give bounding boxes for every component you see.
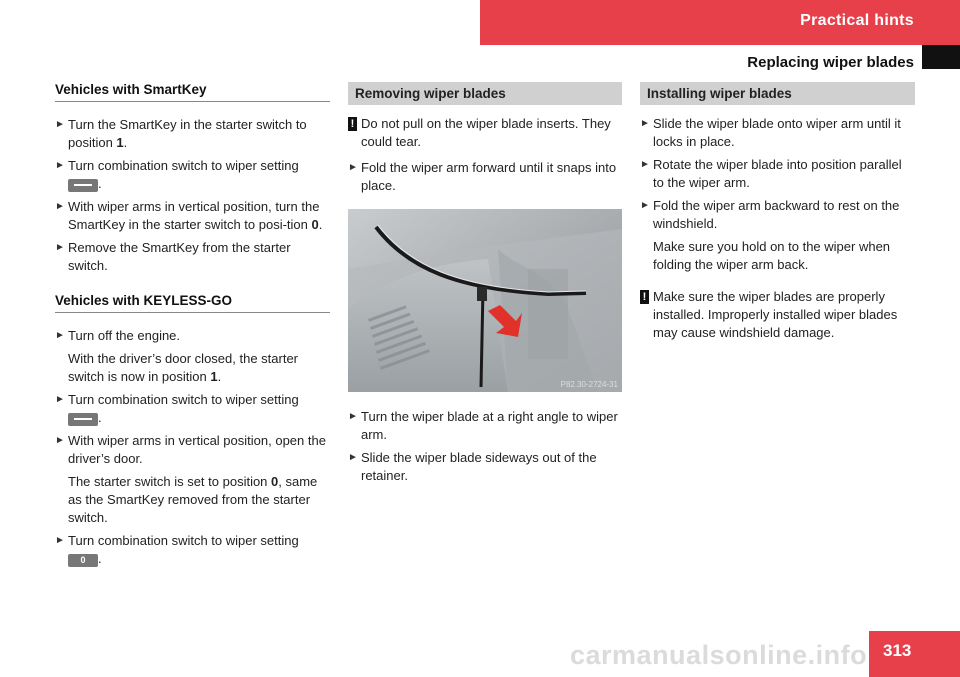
arrow-bullet-icon: ► — [55, 435, 65, 446]
page-subtitle: Replacing wiper blades — [747, 54, 914, 71]
note-text: Make sure you hold on to the wiper when folding the wiper arm back. — [653, 239, 891, 272]
list-item: ► Turn the wiper blade at a right angle to wiper arm. — [348, 409, 618, 442]
arrow-bullet-icon: ► — [55, 535, 65, 546]
list-item: ► Fold the wiper arm backward to rest on the windshield. — [640, 198, 900, 231]
arrow-bullet-icon: ► — [640, 118, 650, 129]
wiper-photo — [348, 209, 622, 392]
list-item: ► Turn combination switch to wiper setting . — [55, 158, 299, 191]
header-marker — [922, 45, 960, 69]
warning-note: ! Make sure the wiper blades are properly installed. Improperly installed wiper blades may cause windshield damage. — [640, 288, 915, 342]
column-middle — [348, 82, 622, 490]
list-item: ► With wiper arms in vertical position, open the driver’s door. — [55, 433, 326, 466]
list-item: ► Turn the SmartKey in the starter switch to position 1. — [55, 117, 307, 150]
wiper-setting-off-icon — [68, 413, 98, 426]
list-item: ► Turn combination switch to wiper setting 0 . — [55, 533, 299, 566]
list-item: ► Fold the wiper arm forward until it snaps into place. — [348, 160, 617, 193]
arrow-bullet-icon: ► — [55, 394, 65, 405]
section-title: Practical hints — [800, 12, 914, 29]
arrow-bullet-icon: ► — [348, 162, 358, 173]
arrow-bullet-icon: ► — [348, 452, 358, 463]
list-item: ► Remove the SmartKey from the starter switch. — [55, 240, 291, 273]
list-item: ► Slide the wiper blade onto wiper arm until it locks in place. — [640, 116, 901, 149]
wiper-setting-off-icon — [68, 179, 98, 192]
arrow-bullet-icon: ► — [348, 411, 358, 422]
list-item: ► With wiper arms in vertical position, turn the SmartKey in the starter switch to posi-tion 0. — [55, 199, 323, 232]
exclamation-icon: ! — [348, 117, 357, 131]
list-item: ► Rotate the wiper blade into position parallel to the wiper arm. — [640, 157, 902, 190]
header-tab — [480, 0, 960, 45]
heading-keyless-go: Vehicles with KEYLESS-GO — [55, 293, 330, 313]
wiper-setting-zero-icon: 0 — [68, 554, 98, 567]
heading-removing: Removing wiper blades — [348, 82, 622, 105]
heading-smartkey: Vehicles with SmartKey — [55, 82, 330, 102]
page-number: 313 — [883, 641, 912, 660]
arrow-bullet-icon: ► — [55, 242, 65, 253]
warning-note: ! Do not pull on the wiper blade inserts. They could tear. — [348, 115, 622, 151]
arrow-bullet-icon: ► — [55, 330, 65, 341]
exclamation-icon: ! — [640, 290, 649, 304]
photo-code: P82.30-2724-31 — [560, 380, 618, 389]
arrow-bullet-icon: ► — [55, 160, 65, 171]
arrow-bullet-icon: ► — [55, 201, 65, 212]
note-text: With the driver’s door closed, the starter switch is now in position 1. — [68, 351, 299, 384]
arrow-bullet-icon: ► — [55, 119, 65, 130]
list-item: ► Slide the wiper blade sideways out of the retainer. — [348, 450, 597, 483]
arrow-bullet-icon: ► — [640, 159, 650, 170]
note-text: The starter switch is set to position 0, same as the SmartKey removed from the starter switch. — [68, 474, 318, 525]
heading-installing: Installing wiper blades — [640, 82, 915, 105]
list-item: ► Turn off the engine. — [55, 328, 181, 343]
list-item: ► Turn combination switch to wiper setting . — [55, 392, 299, 425]
arrow-bullet-icon: ► — [640, 200, 650, 211]
watermark: carmanualsonline.info — [570, 640, 868, 670]
column-left — [55, 82, 330, 573]
page-number-box — [869, 631, 960, 677]
column-right — [640, 82, 915, 350]
